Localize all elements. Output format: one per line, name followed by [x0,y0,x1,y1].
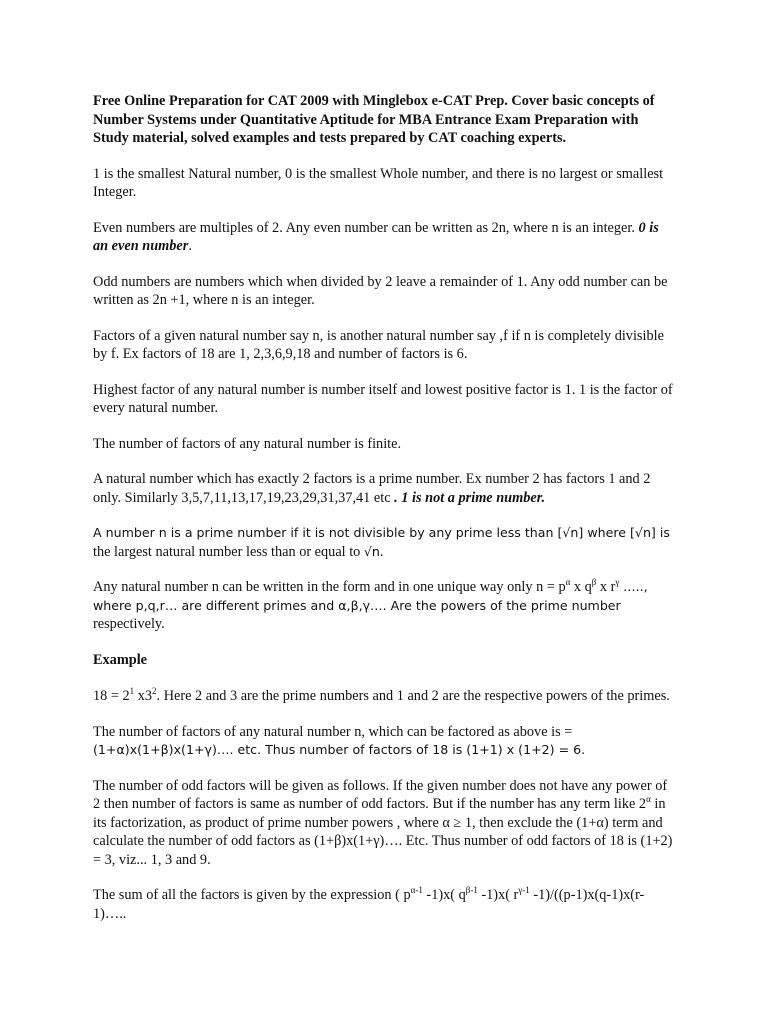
example-b: x3 [134,688,153,704]
prime-emphasis: . 1 is not a prime number. [394,489,546,506]
paragraph-factors: Factors of a given natural number say n, is another natural number say ,f if n is completely divisible by f. Ex factors of 18 are 1, 2,3,6,9,18 and number of factors is 6. [93,327,664,362]
paragraph-prime-numbers [93,470,676,507]
prime-test-end: . [379,543,384,560]
prime-test-line2: the largest natural number less than or equal to [93,543,364,560]
even-emphasis: 0 is an even number [93,219,659,254]
sum-factors-d: -1)/((p-1)x(q-1)x(r-1)….. [93,887,645,922]
paragraph-finite-factors: The number of factors of any natural number is finite. [93,435,402,452]
paragraph-example [93,687,676,706]
superscript-beta-minus-one: β-1 [465,885,478,895]
paragraph-odd-factors [93,777,676,870]
prime-test-sqrt: √n [363,543,380,559]
intro-paragraph: Free Online Preparation for CAT 2009 with Minglebox e-CAT Prep. Cover basic concepts of Number Systems under Quantitative Aptitude for MBA Entrance Exam Preparation with Study material, solved examples and tests prepared by CAT coaching experts. [93,93,655,146]
sum-factors-c: -1)x( r [477,887,519,903]
paragraph-even-numbers [93,219,676,256]
even-text: Even numbers are multiples of 2. Any even number can be written as 2n, where n is an integer. [93,219,639,236]
factors-count-line1: The number of factors of any natural number n, which can be factored as above is = [93,723,573,740]
superscript-gamma: γ [615,577,620,587]
sum-factors-a: The sum of all the factors is given by the expression ( p [93,887,411,903]
paragraph-unique-form [93,578,676,634]
prime-text: A natural number which has exactly 2 factors is a prime number. Ex number 2 has factors 1 and 2 only. Similarly 3,5,7,11,13,17,19,23,29,31,37,41 etc [93,471,651,506]
paragraph-prime-test [93,524,676,561]
paragraph-natural-numbers: 1 is the smallest Natural number, 0 is the smallest Whole number, and there is no largest or smallest Integer. [93,165,664,200]
superscript-alpha-minus-one: α-1 [410,885,423,895]
superscript-gamma-minus-one: γ-1 [518,885,530,895]
superscript-two: 2 [152,686,157,696]
odd-factors-a: The number of odd factors will be given as follows. If the given number does not have any power of 2 then number of factors is same as number of odd factors. But if the number has any term like 2 [93,777,668,812]
paragraph-odd-numbers: Odd numbers are numbers which when divided by 2 leave a remainder of 1. Any odd number can be written as 2n +1, where n is an integer. [93,273,668,308]
example-heading: Example [93,651,148,668]
superscript-alpha-odd: α [646,794,651,804]
odd-factors-b: in its factorization, as product of prime number powers , where α ≥ 1, then exclude the (1+α) term and calculate the number of odd factors as (1+β)x(1+γ)…. Etc. Thus number of odd factors of 18 is (1+2) = 3, viz... 1, 3 and 9. [93,796,673,868]
paragraph-highest-factor: Highest factor of any natural number is number itself and lowest positive factor is 1. 1 is the factor of every natural number. [93,381,673,416]
example-c: . Here 2 and 3 are the prime numbers and 1 and 2 are the respective powers of the primes. [156,688,670,704]
factors-count-line2: (1+α)x(1+β)x(1+γ)…. etc. Thus number of factors of 18 is (1+1) x (1+2) = 6. [93,742,586,757]
unique-form-d: ….., where p,q,r… are different primes and α,β,γ…. Are the powers of the prime number [93,579,648,613]
unique-form-e: respectively. [93,616,165,632]
superscript-beta: β [591,577,597,587]
unique-form-c: x r [596,579,616,595]
superscript-one: 1 [129,686,135,696]
sum-factors-b: -1)x( q [422,887,466,903]
example-a: 18 = 2 [93,688,130,704]
prime-test-line1: A number n is a prime number if it is not divisible by any prime less than [√n] where [√n] is [93,525,670,540]
paragraph-number-of-factors [93,723,676,760]
even-end: . [188,238,192,254]
paragraph-sum-of-factors [93,886,676,923]
unique-form-a: Any natural number n can be written in the form and in one unique way only n = p [93,579,566,595]
unique-form-b: x q [570,579,592,595]
superscript-alpha: α [565,577,571,587]
